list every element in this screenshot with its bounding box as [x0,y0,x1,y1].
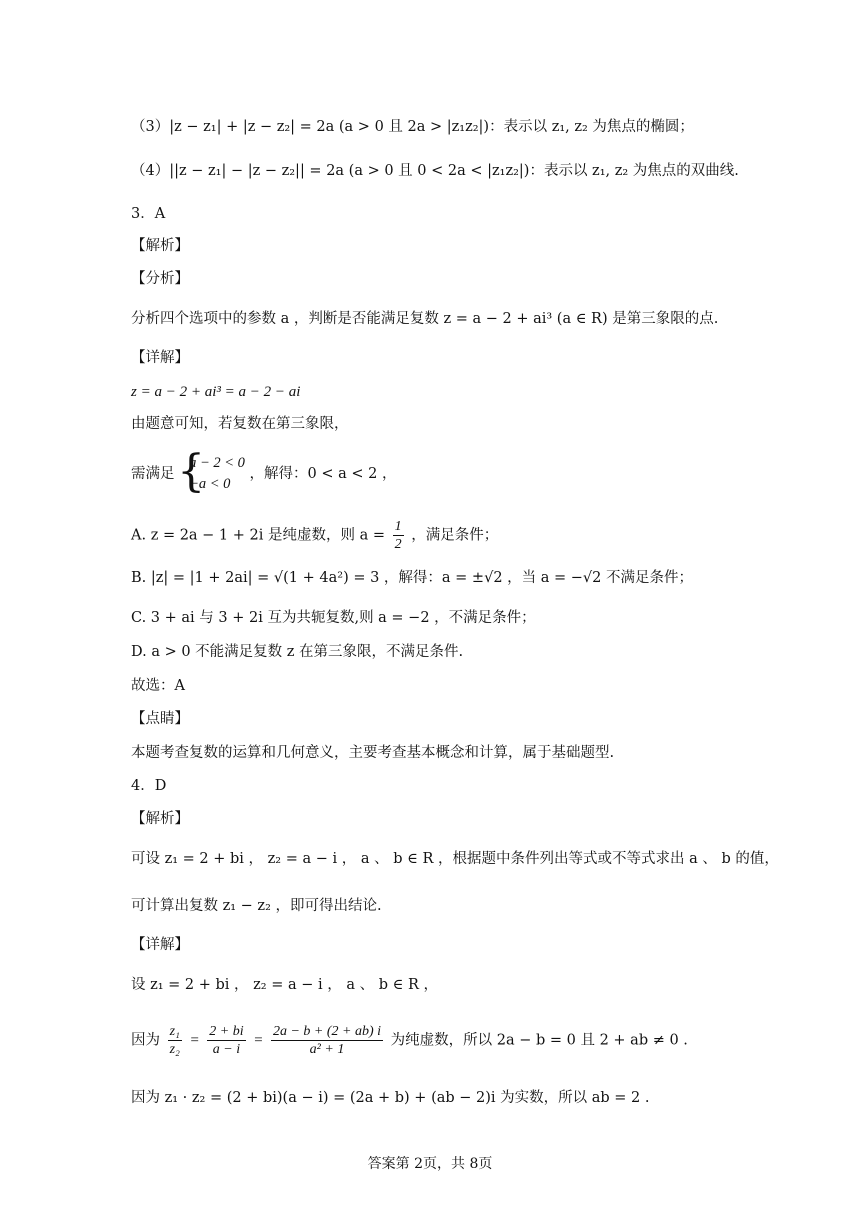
brace-row-1: { a − 2 < 0 [189,455,245,471]
frac-a-den: 2 [394,537,402,552]
condition-text: 由题意可知，若复数在第三象限， [131,416,349,432]
frac-2-num: 2a − b + (2 + ab) i [272,1024,382,1039]
frac-z-num: z₁ [169,1024,180,1039]
frac-a [393,518,404,553]
heading-jiexi: 【解析】 [131,238,189,254]
page-footer: 答案第 2页，共 8页 [367,1156,493,1172]
summary-text: 本题考查复数的运算和几何意义，主要考查基本概念和计算，属于基础题型. [131,745,615,761]
line-4: （4）||z − z₁| − |z − z₂|| = 2a (a > 0 且 0 < 2a < |z₁z₂|)：表示以 z₁, z₂ 为焦点的双曲线. [131,163,739,179]
frac-a-num: 1 [394,519,402,534]
option-a [131,518,498,553]
detail-4-fraction-line: 因为 $\frac{\text{z₁}}{\text{z₂}}$ = $\frac{2 + bi}{a - i}$ = $\frac{2a - b + (2 + ab) i}{\text{a² + 1}}$ 为纯虚数，所以 2a − b = 0 且 2 + ab ≠ 0 . [131,1024,688,1057]
frac-z [168,1023,182,1058]
formula-z: z = a − 2 + ai³ = a − 2 − ai [131,384,301,400]
analysis-text: 分析四个选项中的参数 a ，判断是否能满足复数 z = a − 2 + ai³ (a ∈ R) 是第三象限的点. [131,311,719,327]
heading-jiexi-4: 【解析】 [131,811,189,827]
option-c: C. 3 + ai 与 3 + 2i 互为共轭复数,则 a = −2 ，不满足条件； [131,610,536,626]
brace-system [179,453,245,495]
detail-4-tail: 为纯虚数，所以 2a − b = 0 且 2 + ab ≠ 0 . [390,1032,688,1049]
final-choice-3: 故选：A [131,678,185,694]
heading-xiangjie-4: 【详解】 [131,937,189,953]
answer-3: 3．A [131,206,166,222]
line-3: （3）|z − z₁| + |z − z₂| = 2a (a > 0 且 2a > |z₁z₂|)：表示以 z₁, z₂ 为焦点的椭圆； [131,119,694,135]
detail-4-prefix: 因为 [131,1032,160,1049]
frac-2-den: a² + 1 [309,1042,345,1057]
frac-1-num: 2 + bi [209,1024,244,1039]
brace-tail: ，解得：0 < a < 2 ， [249,466,397,482]
brace-line [131,453,397,495]
brace-row-2: −a < 0 [189,476,231,492]
option-b: B. |z| = |1 + 2ai| = √(1 + 4a²) = 3 ，解得：a = ±√2 ，当 a = −√2 不满足条件； [131,570,694,586]
frac-2 [271,1023,383,1058]
frac-z-den: z₂ [169,1042,180,1057]
analysis-4-line-2: 可计算出复数 z₁ − z₂ ，即可得出结论. [131,898,382,914]
answer-4: 4．D [131,778,167,794]
heading-xiangjie: 【详解】 [131,350,189,366]
frac-1 [207,1023,245,1058]
detail-4-line-1: 设 z₁ = 2 + bi ， z₂ = a − i ， a 、 b ∈ R ， [131,977,438,993]
option-d: D. a > 0 不能满足复数 z 在第三象限，不满足条件. [131,644,464,660]
detail-4-line-3: 因为 z₁ · z₂ = (2 + bi)(a − i) = (2a + b) + (ab − 2)i 为实数，所以 ab = 2 . [131,1090,650,1106]
option-a-text: A. z = 2a − 1 + 2i 是纯虚数，则 a = [131,527,386,544]
brace-prefix: 需满足 [131,466,175,482]
frac-1-den: a − i [212,1042,241,1057]
analysis-4-line-1: 可设 z₁ = 2 + bi ， z₂ = a − i ， a 、 b ∈ R ，根据题中条件列出等式或不等式求出 a 、 b 的值， [131,851,779,867]
heading-dianjing: 【点睛】 [131,711,189,727]
option-a-tail: ，满足条件； [411,527,499,544]
heading-fenxi: 【分析】 [131,271,189,287]
